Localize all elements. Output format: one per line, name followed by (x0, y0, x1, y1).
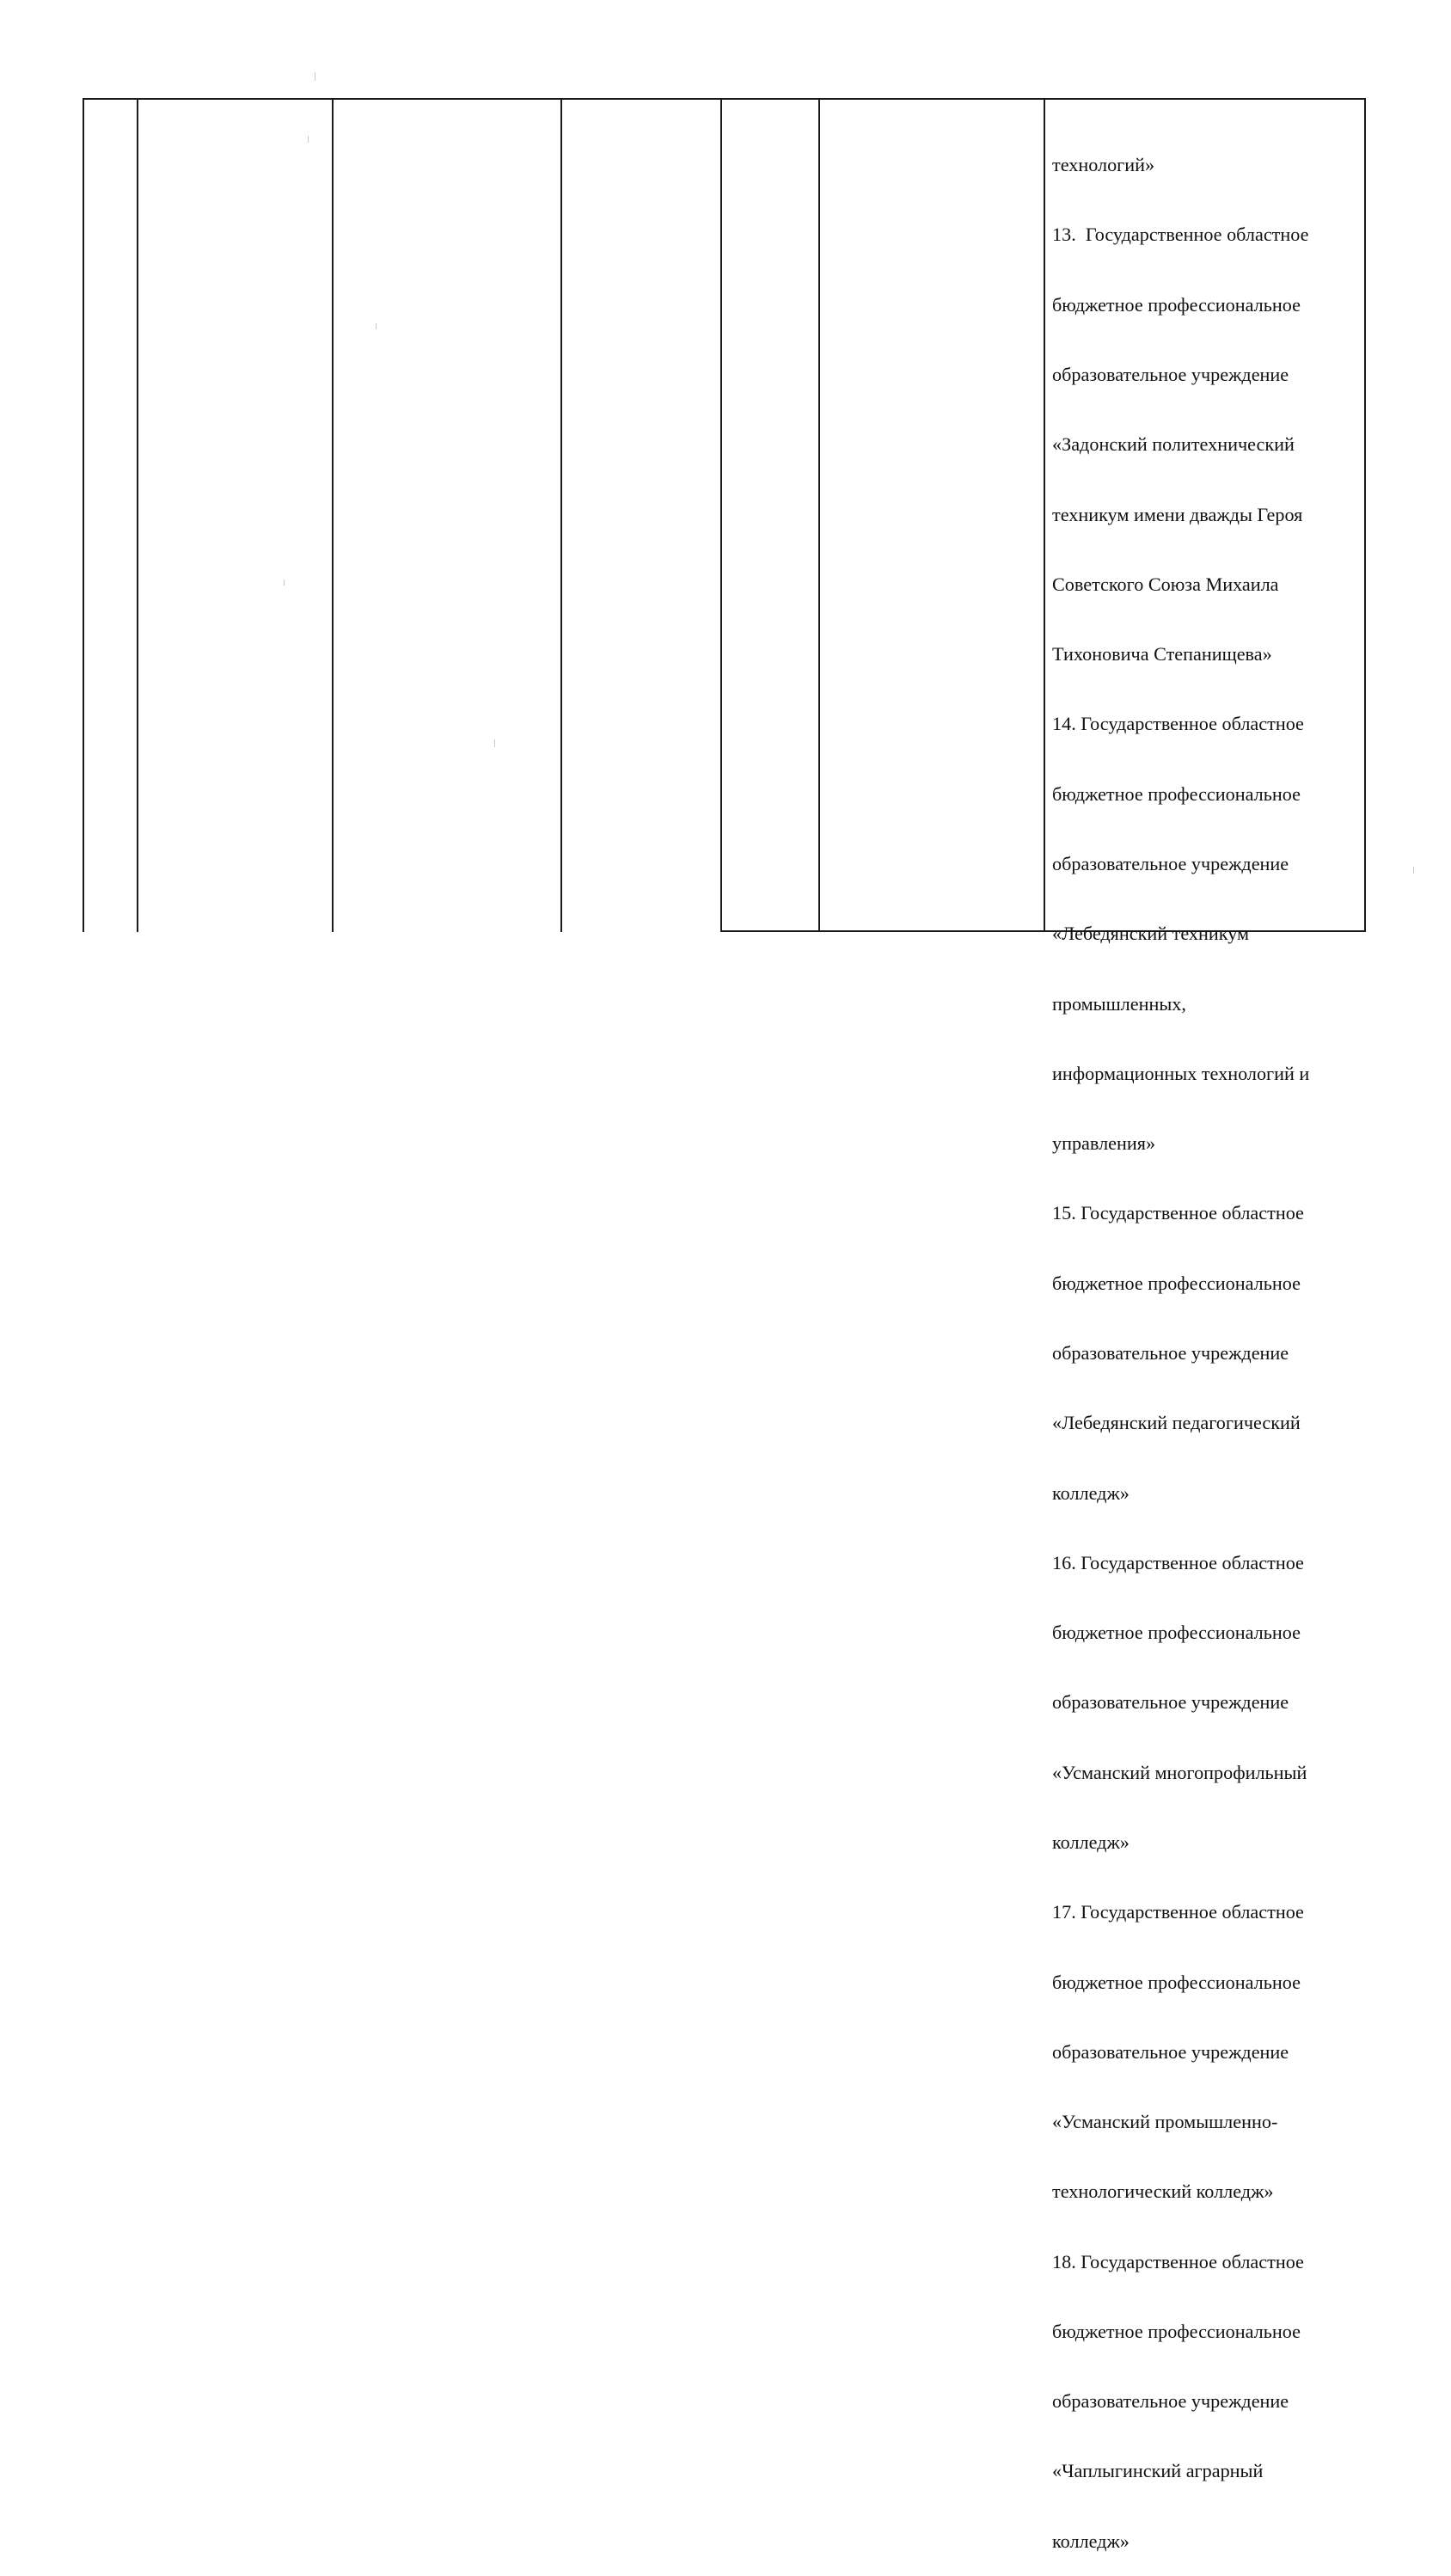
column-border-8 (1364, 98, 1366, 932)
cell-line: «Чаплыгинский аграрный (1052, 2460, 1264, 2482)
scan-speck (284, 580, 285, 586)
cell-line: 15. Государственное областное (1052, 1202, 1304, 1224)
cell-line: Тихоновича Степанищева» (1052, 643, 1272, 665)
cell-line: «Усманский промышленно- (1052, 2111, 1278, 2133)
cell-line: 16. Государственное областное (1052, 1551, 1304, 1573)
cell-line: техникум имени дважды Героя (1052, 503, 1303, 525)
cell-line: «Лебедянский техникум (1052, 923, 1250, 945)
column-border-6 (818, 98, 820, 932)
cell-line: образовательное учреждение (1052, 853, 1289, 874)
column-border-3 (332, 98, 334, 932)
table-top-border (83, 98, 1365, 100)
cell-line: образовательное учреждение (1052, 2040, 1289, 2063)
cell-line: образовательное учреждение (1052, 2390, 1289, 2413)
column-border-4 (560, 98, 562, 932)
cell-line: «Усманский многопрофильный (1052, 1761, 1307, 1783)
cell-line: колледж» (1052, 1831, 1130, 1853)
column-border-2 (137, 98, 138, 932)
cell-line: образовательное учреждение (1052, 364, 1289, 386)
cell-line: бюджетное профессиональное (1052, 1272, 1301, 1294)
column-border-5 (720, 98, 722, 932)
column-border-1 (83, 98, 84, 932)
last-column-cell (1052, 107, 1362, 2576)
cell-line: колледж» (1052, 2530, 1130, 2552)
cell-line: бюджетное профессиональное (1052, 782, 1301, 805)
scan-speck (308, 136, 309, 143)
scan-speck (376, 323, 377, 329)
cell-line: технологический колледж» (1052, 2180, 1274, 2203)
cell-line: управления» (1052, 1132, 1156, 1155)
cell-line: «Лебедянский педагогический (1052, 1412, 1301, 1434)
scan-speck (1413, 867, 1414, 874)
cell-line: образовательное учреждение (1052, 1691, 1289, 1714)
cell-line: бюджетное профессиональное (1052, 2320, 1301, 2342)
column-border-7 (1044, 98, 1045, 932)
cell-line: технологий» (1052, 154, 1155, 176)
cell-line: 14. Государственное областное (1052, 713, 1304, 735)
cell-line: колледж» (1052, 1481, 1130, 1504)
cell-line: промышленных, (1052, 992, 1186, 1015)
cell-line: бюджетное профессиональное (1052, 1971, 1301, 1993)
cell-line: бюджетное профессиональное (1052, 293, 1301, 316)
cell-line: 18. Государственное областное (1052, 2250, 1304, 2272)
cell-line: образовательное учреждение (1052, 1341, 1289, 1364)
cell-line: «Задонский политехнический (1052, 433, 1295, 456)
cell-line: Советского Союза Михаила (1052, 573, 1279, 595)
cell-line: 13. Государственное областное (1052, 224, 1309, 246)
scan-speck (494, 739, 495, 747)
cell-line: информационных технологий и (1052, 1062, 1310, 1084)
cell-line: бюджетное профессиональное (1052, 1622, 1301, 1644)
cell-line: 17. Государственное областное (1052, 1901, 1304, 1923)
